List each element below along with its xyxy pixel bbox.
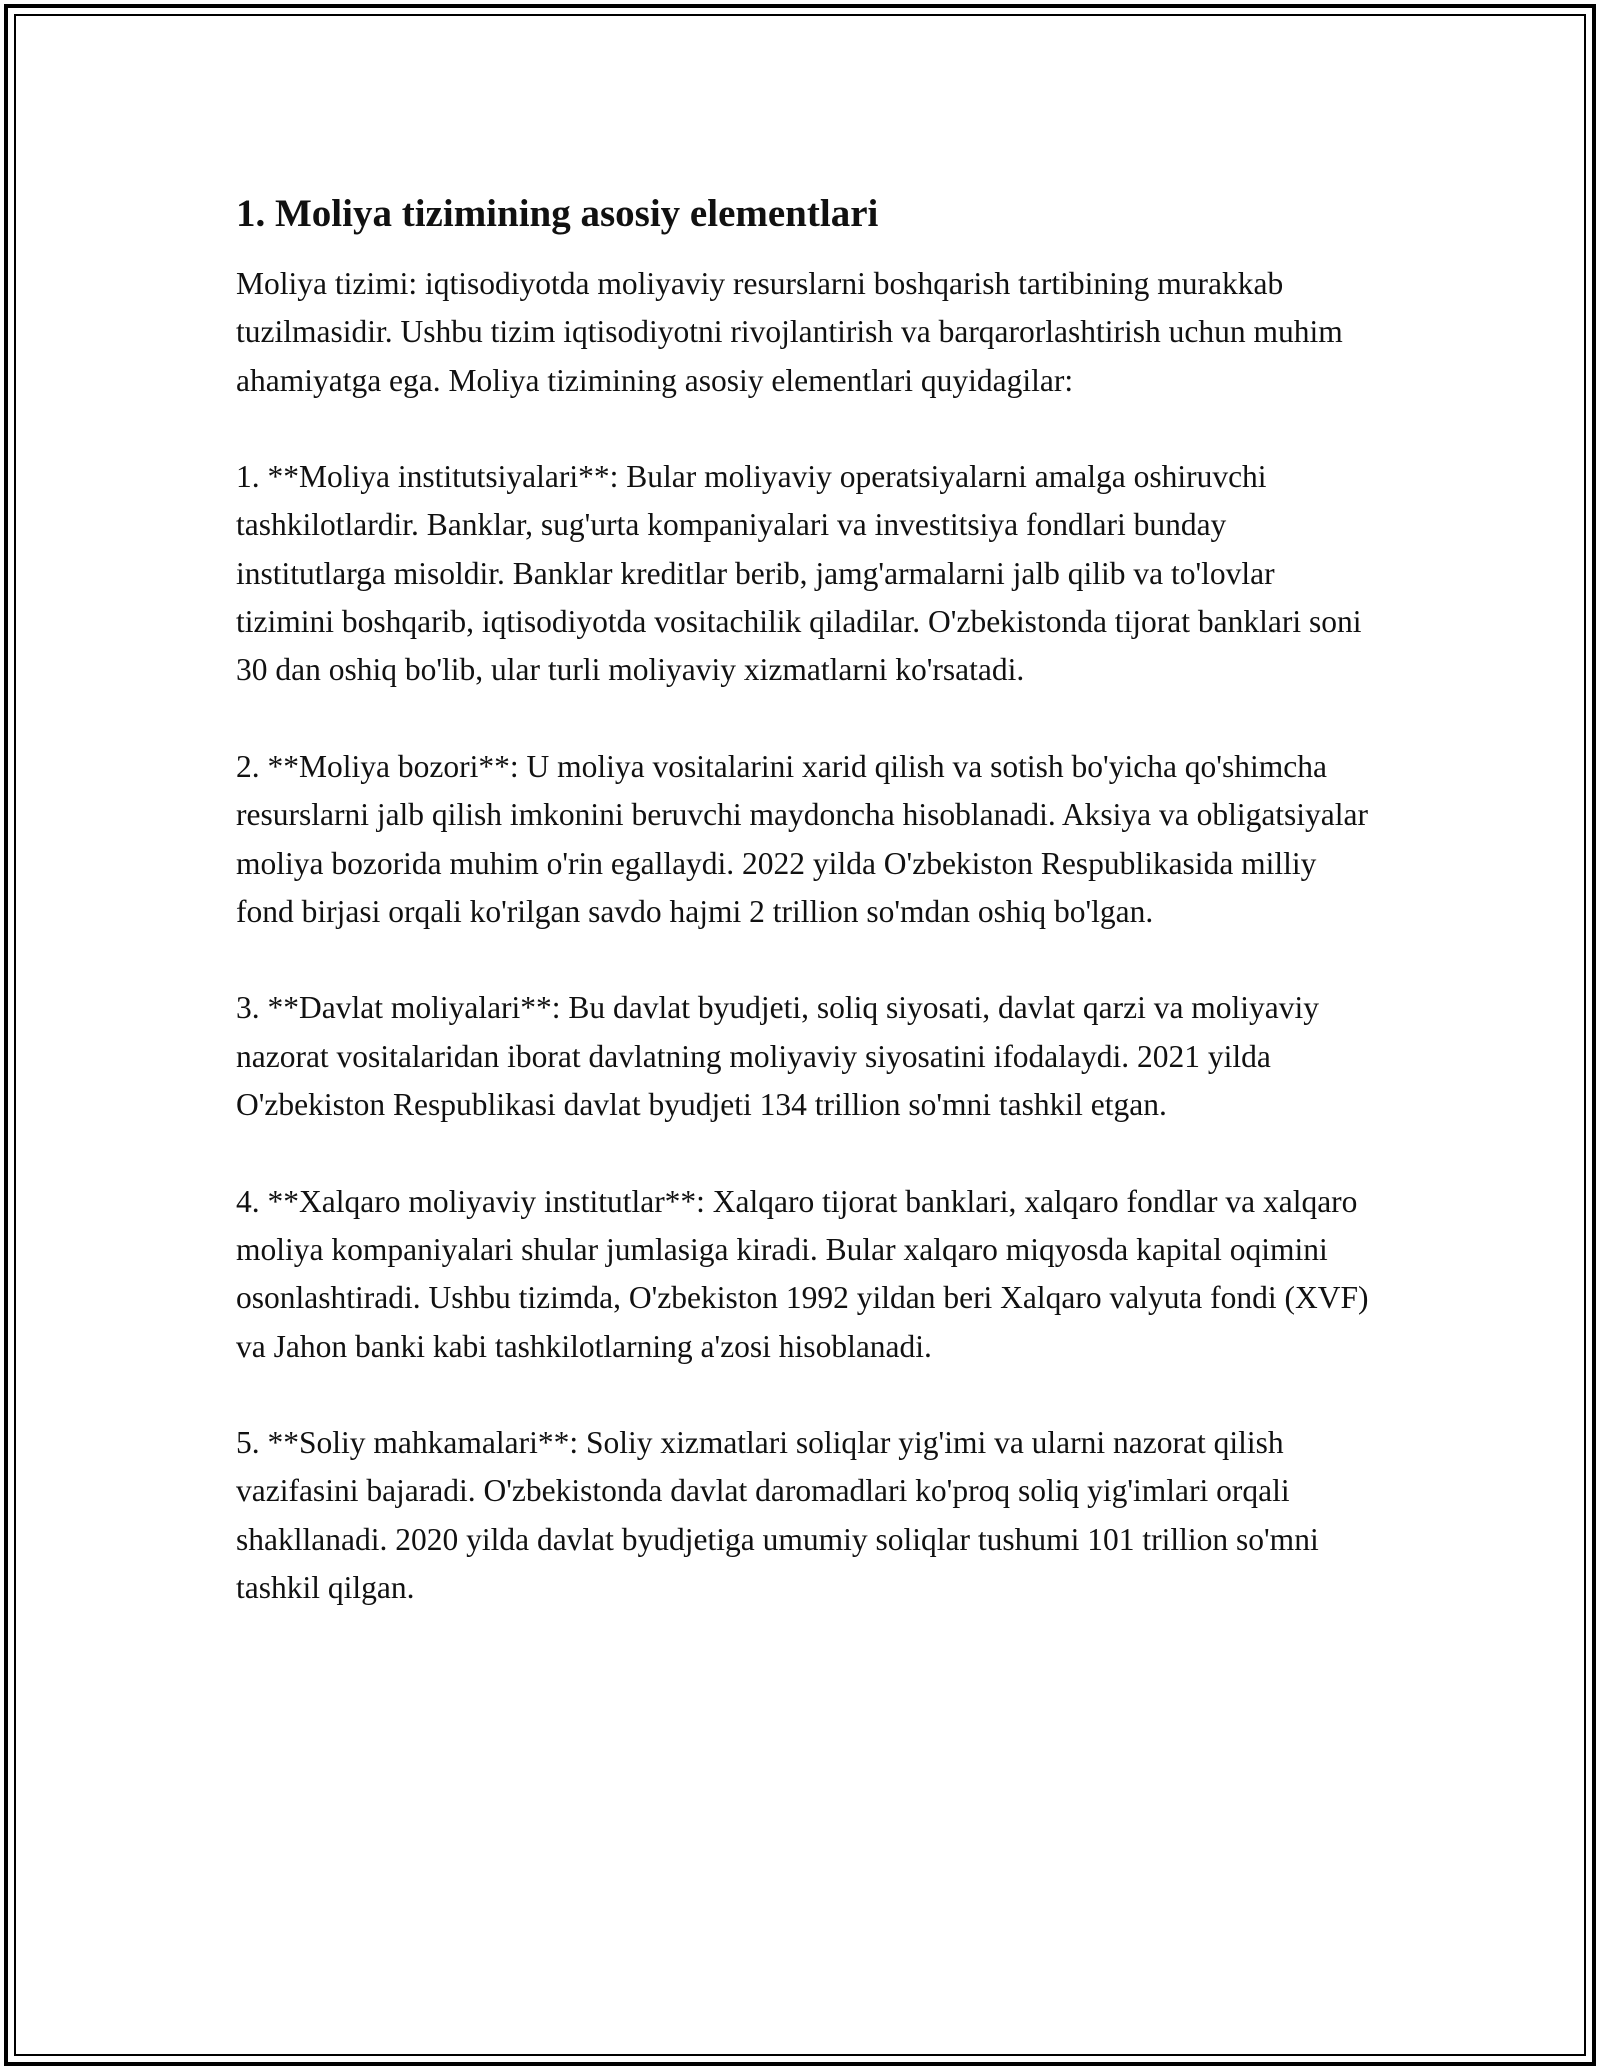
list-item-financial-market: 2. **Moliya bozori**: U moliya vositalarini xarid qilish va sotish bo'yicha qo'shimcha resurslarni jalb qilish imkonini beruvchi maydoncha hisoblanadi. Aksiya va obligatsiyalar moliya bozorida muhim o'rin egallaydi. 2022 yilda O'zbekiston Respublikasida milliy fond birjasi orqali ko'rilgan savdo hajmi 2 trillion so'mdan oshiq bo'lgan. (236, 748, 1369, 929)
list-item-financial-institutions: 1. **Moliya institutsiyalari**: Bular moliyaviy operatsiyalarni amalga oshiruvchi tashkilotlardir. Banklar, sug'urta kompaniyalari va investitsiya fondlari bunday institutlarga misoldir. Banklar kreditlar berib, jamg'armalarni jalb qilib va to'lovlar tizimini boshqarib, iqtisodiyotda vositachilik qiladilar. O'zbekistonda tijorat banklari soni 30 dan oshiq bo'lib, ular turli moliyaviy xizmatlarni ko'rsatadi. (236, 459, 1362, 688)
list-item-public-finance: 3. **Davlat moliyalari**: Bu davlat byudjeti, soliq siyosati, davlat qarzi va moliyaviy nazorat vositalaridan iborat davlatning moliyaviy siyosatini ifodalaydi. 2021 yilda O'zbekiston Respublikasi davlat byudjeti 134 trillion so'mni tashkil etgan. (236, 990, 1320, 1123)
list-item-tax-authorities: 5. **Soliy mahkamalari**: Soliy xizmatlari soliqlar yig'imi va ularni nazorat qilish vazifasini bajaradi. O'zbekistonda davlat daromadlari ko'proq soliq yig'imlari orqali shakllanadi. 2020 yilda davlat byudjetiga umumiy soliqlar tushumi 101 trillion so'mni tashkil qilgan. (236, 1425, 1319, 1606)
document-title: 1. Moliya tizimining asosiy elementlari (236, 192, 879, 235)
list-item-international-institutions: 4. **Xalqaro moliyaviy institutlar**: Xalqaro tijorat banklari, xalqaro fondlar va xalqaro moliya kompaniyalari shular jumlasiga kiradi. Bular xalqaro miqyosda kapital oqimini osonlashtiradi. Ushbu tizimda, O'zbekiston 1992 yildan beri Xalqaro valyuta fondi (XVF) va Jahon banki kabi tashkilotlarning a'zosi hisoblanadi. (236, 1183, 1369, 1364)
document-body (236, 188, 1376, 1661)
intro-paragraph: Moliya tizimi: iqtisodiyotda moliyaviy resurslarni boshqarish tartibining murakkab tuzilmasidir. Ushbu tizim iqtisodiyotni rivojlantirish va barqarorlashtirish uchun muhim ahamiyatga ega. Moliya tizimining asosiy elementlari quyidagilar: (236, 266, 1343, 398)
